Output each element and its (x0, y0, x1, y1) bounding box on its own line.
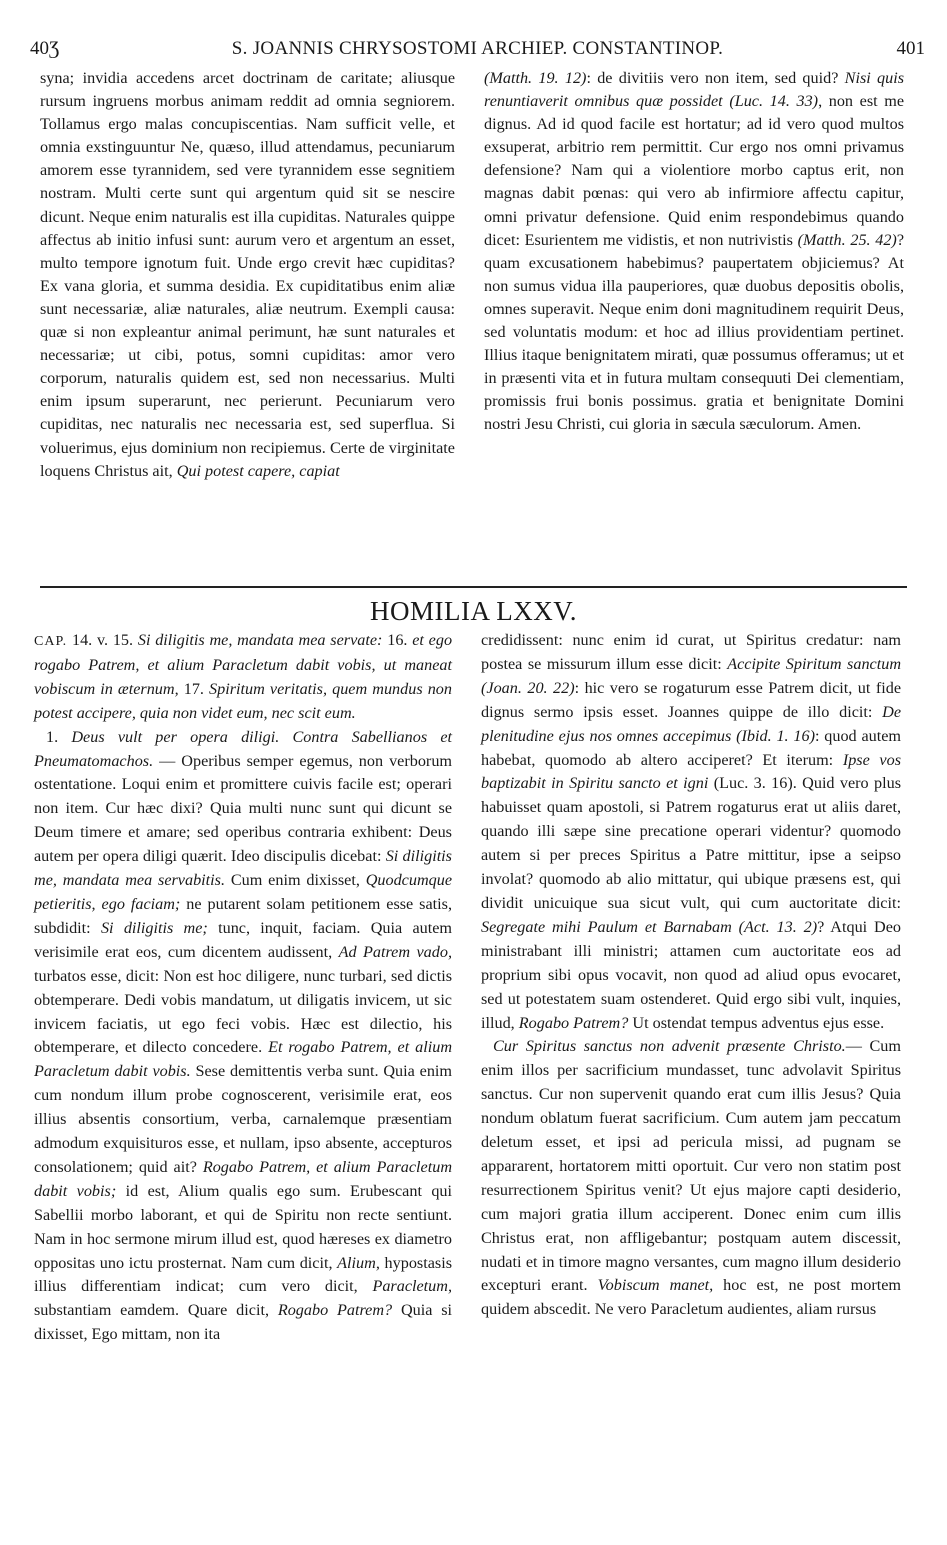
citation: (Ibid. 1. 16) (736, 726, 815, 745)
text-run: hoc est, ne post mortem quidem abscedit. Ne vero Paracletum audientes, aliam rursus (481, 1276, 902, 1319)
chapter-label: CAP. (34, 634, 68, 649)
section-heading: Cur Spiritus sanctus non advenit præsente Christo. (493, 1037, 846, 1056)
page-number-right: 401 (896, 38, 925, 59)
citation: (Matth. 25. 42) (797, 230, 897, 249)
column-top-left (40, 67, 455, 483)
paragraph (40, 67, 455, 483)
text-run: substantiam eamdem. Quare dicit, (34, 1301, 269, 1320)
column-top-right (484, 67, 904, 437)
citation: (Luc. 14. 33) (729, 92, 819, 111)
section-heading: Deus vult per opera diligi. Contra Sabellianos et Pneumatomachos. (34, 727, 453, 770)
text-run: : hic vero se rogaturum esse Patrem dicit, ut fide dignus sermo ipsis esset. Joannes quippe de illo dicit: (481, 678, 901, 721)
lemma-text: Si diligitis me, mandata mea servate: (137, 631, 383, 649)
text-run: — Cum enim illos per sacrificium mundasset, tunc advolavit Spiritus sanctus. Cur non supervenit quando erat cum illis Jesus? Quia nondum oblatum fuerat sacrificium. Cum autem jam peccatum deletum esset, et ipsi ad pericula missi, ad pugnam se appararent, hortatorem mitti oportuit. Cur vero non statim post resurrectionem Spiritus venit? Ut ejus majore capti desiderio, cum majori gratia illum acciperent. Donec enim cum illis Christus erat, non affligebantur; postquam autem discessit, nudati et in timore magno versantes, cum magno illum desiderio excepturi erant. (481, 1037, 901, 1295)
verse-ref: 14. v. 15. (71, 631, 134, 649)
text-run: ne putarent solam petitionem esse satis, subdidit: (34, 894, 452, 937)
text-run: Sese demittentis verba sunt. Quia enim cum nondum illum probe cognoscerent, verisimile erat, eos illius absentis consortium, verba, carnalemque præsentiam admodum exquisituros esse, et nullam, ipso absente, accepturos consolationem; quid ait? (34, 1062, 453, 1176)
text-run: Quia si dixisset, Ego mittam, non ita (34, 1301, 453, 1344)
italic-quote: Qui potest capere, capiat (176, 461, 340, 480)
paragraph (484, 67, 904, 437)
lemma (34, 629, 452, 726)
text-run: credidissent: nunc enim id curat, ut Spiritus credatur: nam postea se missurum illum esse dicit: (481, 631, 901, 673)
italic-quote: Si diligitis me; (100, 918, 208, 937)
italic-quote: Vobiscum manet, (597, 1276, 714, 1295)
text-run: turbatos esse, dicit: Non est hoc diligere, nunc turbari, sed dictis obtemperare. Dedi vobis mandatum, ut diligatis invicem, ut sic invicem faciatis, ut ego feci vobis. Hæc est dilectio, his obtemperare, et dilecto concedere. (34, 966, 452, 1057)
italic-quote: Rogabo Patrem, et alium Paracletum dabit vobis; (34, 1157, 453, 1200)
italic-quote: Alium, (337, 1253, 380, 1272)
italic-quote: Rogabo Patrem? (277, 1301, 393, 1320)
running-title: S. JOANNIS CHRYSOSTOMI ARCHIEP. CONSTANTINOP. (231, 38, 724, 59)
italic-quote: Rogabo Patrem? (518, 1013, 629, 1032)
italic-quote: Paracletum, (372, 1277, 453, 1296)
italic-quote: Nisi quis renuntiaverit omnibus quæ possidet (484, 69, 905, 111)
text-run: : quod autem habebat, quomodo ab altero acciperet? Et iterum: (481, 726, 902, 769)
italic-quote: Et rogabo Patrem, et alium Paracletum dabit vobis. (34, 1038, 453, 1081)
section-number: 1. (46, 727, 59, 746)
verse-number: 16. (387, 631, 408, 649)
page-number-left: 40Ʒ (30, 38, 60, 59)
italic-quote: De plenitudine ejus nos omnes accepimus (481, 702, 901, 745)
text-run: tunc, inquit, faciam. Quia autem verisimile erat eos, cum dicentem audissent, (34, 918, 453, 961)
text-run: syna; invidia accedens arcet doctrinam de caritate; aliusque rursum ingruens morbus animam reddit ad omnia segniorem. Tollamus ergo malas concupiscentias. Nam sufficit velle, et omnia exstinguuntur Ne, quæso, illud attendamus, pecuniarum amorem esse tyrannidem, sed vere tyrannidem esse segnitiem nostram. Multi certe sunt qui argentum quid sit se nescire dicunt. Neque enim naturalis est illa cupiditas. Naturales quippe affectus ab initio infusi sunt: aurum vero et argentum an esset, multo tempore ignotum fuit. Unde ergo crevit hæc cupiditas? Ex vana gloria, et summa desidia. Ex cupiditatibus enim aliæ sunt necessariæ, aliæ naturales, aliæ neutrum. Exempli causa: quæ si non expleantur animal perimunt, hæ sunt naturales et necessariæ; ut cibi, potus, somni cupiditas: amor vero corporum, naturalis quidem est, sed non necessarius. Multi enim ipsum superarunt, nec perierunt. Pecuniarum vero cupiditas, nec naturalis nec necessaria est, sed superflua. Si voluerimus, ejus dominium non recipiemus. Certe de virginitate loquens Christus ait, (40, 69, 455, 480)
text-run: Cum enim dixisset, (230, 871, 360, 890)
section-divider (40, 586, 907, 588)
italic-quote: Accipite Spiritum sanctum (727, 654, 902, 673)
running-head (30, 38, 925, 62)
paragraph (481, 1035, 901, 1322)
citation: (Joan. 20. 22) (481, 678, 575, 697)
italic-quote: Ad Patrem vado, (338, 942, 452, 961)
lemma-text: Spiritum veritatis, quem mundus non potest accipere, quia non videt eum, nec scit eum. (34, 679, 452, 722)
column-bottom-right (481, 629, 901, 1322)
column-bottom-left (34, 629, 452, 1347)
text-run: . Quid vero plus habuisset quam apostoli, si Patrem rogaturus erat ut aliis daret, quando illi sæpe sine precatione operari videntur? quomodo autem si per preces Spiritus a Patre mittitur, ipse a seipso involat? quomodo ab alio mittatur, qui ubique præsens est, qui dividit unicuique sua sicut vult, qui cum auctoritate dicit: (481, 774, 901, 912)
text-run: ? quam excusationem habebimus? paupertatem objiciemus? At non sumus vidua illa pauperiores, quæ duobus depositis obolis, omnes superavit. Neque enim doni magnitudinem requirit Deus, sed voluntatis modum: et hoc ad illius providentiam pertinet. Illius itaque benignitatem mirati, quæ possumus offeramus; ut et in præsenti vita et in futura multam consequuti Dei clementiam, promissis frui bonis possimus. gratia et benignitate Domini nostri Jesu Christi, cui gloria in sæcula sæculorum. Amen. (484, 230, 905, 434)
lemma-text: et ego rogabo Patrem, et alium Paracletum dabit vobis, ut maneat vobiscum in æternum, (34, 631, 453, 698)
italic-quote: Segregate mihi Paulum et Barnabam (481, 917, 732, 936)
text-run: , non est me dignus. Ad id quod facile est hortatur; ad id vero quod multos exsuperat, arbitrio rem permittit. Cur ergo nos omni privamus defensione? Nam qui a violentiore morbo captus erit, non magnas dabit pœnas: qui vero ab infirmiore affectu capitur, omni privatur defensione. Quid enim respondebimus quando dicet: Esurientem me vidistis, et non nutrivistis (484, 92, 905, 249)
paragraph (34, 726, 452, 1348)
verse-number: 17. (183, 679, 204, 698)
homily-title: HOMILIA LXXV. (370, 596, 577, 626)
text-run: — Operibus semper egemus, non verborum ostentatione. Loqui enim et promittere cuivis facile est; operari non item. Cur hæc dixi? Quia multi nunc sunt qui dicunt se Deum timere et amare; sed operibus contraria exhibent: Deus autem per opera diligi quærit. Ideo discipulis dicebat: (34, 751, 453, 866)
italic-quote: Ipse vos baptizabit in Spiritu sancto et igni (481, 750, 902, 793)
text-run: : de divitiis vero non item, sed quid? (586, 69, 839, 87)
text-run: hypostasis illius differentiam indicat; cum vero dicit, (34, 1253, 453, 1296)
italic-quote: Si diligitis me, mandata mea servabitis. (34, 847, 452, 890)
citation: (Matth. 19. 12) (484, 69, 587, 87)
text-run: Ut ostendat tempus adventus ejus esse. (632, 1013, 885, 1032)
text-run: id est, Alium qualis ego sum. Erubescant qui Sabellii morbo laborant, et qui de Spiritu non recte sentiunt. Nam in hoc sermone mirum illud est, quod hæreses ex diametro oppositas uno ictu prosternat. Nam cum dicit, (34, 1181, 453, 1272)
citation: (Luc. 3. 16) (713, 774, 793, 793)
text-run: ? Atqui Deo ministrabant illi ministri; attamen cum auctoritate eos ad proprium sibi opus vocavit, non quod ad aliud opus evocaret, sed ut potestatem suam ostenderet. Quid ergo sibi vult, inquies, illud, (481, 917, 901, 1032)
italic-quote: Quodcumque petieritis, ego faciam; (34, 871, 453, 913)
citation: (Act. 13. 2) (738, 917, 818, 936)
paragraph (481, 629, 901, 1035)
